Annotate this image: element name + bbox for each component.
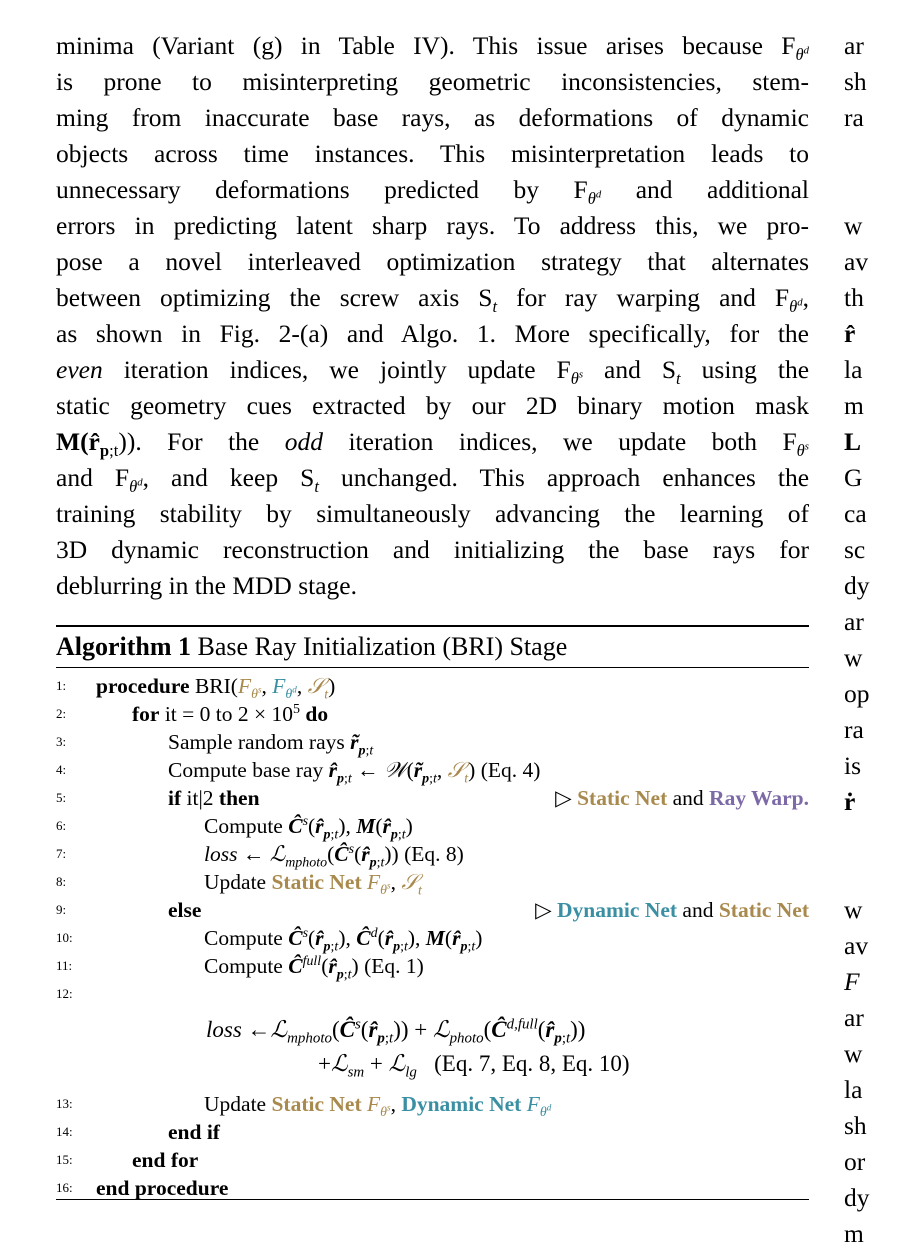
body-paragraph: [56, 28, 809, 604]
text-line-11: static geometry cues extracted by our 2D binary motion mask: [56, 391, 809, 420]
algo-line-16: [56, 1174, 809, 1202]
fragment: dy: [844, 571, 870, 600]
line-number: 4:: [56, 762, 67, 777]
algo-line-content: [168, 784, 260, 812]
algo-line-5: [56, 784, 809, 812]
comment-and: and: [682, 898, 714, 922]
comment-static-net: Static Net: [718, 898, 809, 922]
text-line-7: pose a novel interleaved optimization strategy that alternates: [56, 247, 809, 276]
fragment: m: [844, 1219, 864, 1248]
text-line-13: and $F_{\theta^d}$, and keep $S_t$ unchanged. This approach enhances the: [56, 463, 810, 497]
keyword-if: if: [168, 786, 182, 810]
fragment: is: [844, 751, 862, 780]
algorithm-body: [56, 668, 809, 1202]
fragment: r̂: [844, 319, 856, 348]
text-line-12: $M(r̂_{p;t})$). For the odd iteration indices, we update both $F_{\theta^s}$: [56, 427, 809, 461]
fragment: L: [844, 427, 862, 456]
compute-text: Compute: [204, 926, 283, 950]
algo-comment-5: [555, 784, 809, 812]
text-line-6: errors in predicting latent sharp rays. To address this, we pro-: [56, 211, 809, 240]
fragment: G: [844, 463, 863, 492]
fragment: op: [844, 679, 870, 708]
text-line-3: ming from inaccurate base rays, as deformations of dynamic: [56, 103, 809, 132]
algo-line-content: Sample random rays $r̃_{p;t}$: [168, 730, 374, 759]
algo-line-content: loss ← $ℒ_{mphoto}(Ĉ^s(r̂_{p;t}))$ (Eq. 8): [204, 841, 464, 871]
keyword-end-if: end if: [168, 1120, 220, 1144]
fragment: ṙ: [844, 787, 856, 816]
text-line-15: 3D dynamic reconstruction and initializing the base rays for: [56, 535, 809, 564]
for-range: it = 0 to 2 × 10: [164, 702, 293, 726]
algo-line-content: [168, 896, 201, 924]
fragment: m: [844, 391, 864, 420]
line-number: 16:: [56, 1180, 73, 1195]
text-line-16: deblurring in the MDD stage.: [56, 571, 357, 600]
algo-line-content: [132, 700, 328, 728]
text-line-1: minima (Variant (g) in Table IV). This issue arises because $F_{\theta^d}$: [56, 31, 809, 65]
procedure-name: BRI(: [194, 674, 238, 698]
algo-line-15: [56, 1146, 809, 1174]
fragment: F: [844, 967, 860, 996]
keyword-then: then: [218, 786, 260, 810]
algorithm-title-text: Base Ray Initialization (BRI) Stage: [197, 632, 568, 661]
fragment: [844, 820, 904, 856]
line-number: 2:: [56, 706, 67, 721]
text-line-4: objects across time instances. This misinterpretation leads to: [56, 139, 809, 168]
keyword-procedure: procedure: [96, 674, 190, 698]
comment-dynamic-net: Dynamic Net: [557, 898, 678, 922]
if-condition: it|2: [186, 786, 214, 810]
text-line-14: training stability by simultaneously advancing the learning of: [56, 499, 809, 528]
fragment: la: [844, 1075, 863, 1104]
algo-line-content: Update Static Net $F_{\theta^s}$, 𝒮$_t$: [204, 870, 422, 899]
sample-text: Sample random rays: [168, 730, 345, 754]
eq-ref: (Eq. 7, Eq. 8, Eq. 10): [434, 1051, 630, 1076]
algo-line-14: [56, 1118, 809, 1146]
line-number: 13:: [56, 1096, 73, 1111]
line-number: 10:: [56, 930, 73, 945]
fragment: av: [844, 247, 869, 276]
eq-ref: (Eq. 8): [404, 842, 464, 866]
fragment: [844, 172, 904, 208]
algo-line-10: [56, 924, 809, 955]
right-column-fragments: [844, 28, 904, 1252]
fragment: w: [844, 211, 863, 240]
fragment: ar: [844, 1003, 864, 1032]
algo-line-content: Compute base ray $r̂_{p;t}$ ← $𝒲(r̃_{p;t}$, 𝒮$_t$) (Eq. 4): [168, 758, 541, 787]
keyword-end-procedure: end procedure: [96, 1176, 229, 1200]
text-line-8: between optimizing the screw axis $S_t$ for ray warping and $F_{\theta^d}$,: [56, 283, 810, 317]
keyword-for: for: [132, 702, 160, 726]
comment-static-net: Static Net: [577, 786, 668, 810]
line-number: 15:: [56, 1152, 73, 1167]
algo-line-1: [56, 672, 809, 703]
algo-line-13: [56, 1090, 809, 1121]
algorithm-bottom-rule: [56, 1199, 809, 1200]
text-line-2: is prone to misinterpreting geometric inconsistencies, stem-: [56, 67, 809, 96]
compute-text: Compute: [204, 954, 283, 978]
algorithm-label: Algorithm 1: [56, 632, 192, 661]
eq-ref: (Eq. 4): [480, 758, 541, 782]
fragment: w: [844, 1039, 863, 1068]
triangle-icon: ▷: [555, 786, 572, 810]
algo-line-content: Compute $Ĉ^s(r̂_{p;t})$, $Ĉ^d(r̂_{p;t})$, $M(r̂_{p;t})$: [204, 925, 483, 955]
algo-line-7: [56, 840, 809, 871]
fragment: av: [844, 931, 869, 960]
fragment: [844, 856, 904, 892]
static-net-label: Static Net: [271, 870, 362, 894]
algo-line-content: procedure $BRI(F_{\theta^s}$, $F_{\theta^d}$, 𝒮$_t$): [96, 674, 336, 703]
algo-line-12: [56, 980, 809, 1081]
for-exponent: 5: [293, 701, 300, 717]
algo-line-2: [56, 700, 809, 728]
comment-ray-warp: Ray Warp.: [709, 786, 809, 810]
algorithm-title: [56, 627, 809, 667]
algo-line-6: [56, 812, 809, 843]
loss-equation-line-2: +ℒ$_{sm}$ + ℒ$_{lg}$ (Eq. 7, Eq. 8, Eq. 10): [318, 1051, 630, 1081]
dynamic-net-label: Dynamic Net: [401, 1092, 522, 1116]
line-number: 3:: [56, 734, 67, 749]
line-number: 6:: [56, 818, 67, 833]
compute-text: Compute base ray: [168, 758, 324, 782]
algo-comment-9: [535, 896, 809, 924]
static-net-label: Static Net: [271, 1092, 362, 1116]
loss-var: loss: [204, 842, 238, 866]
keyword-do: do: [305, 702, 329, 726]
algo-line-content: Compute $Ĉ^s(r̂_{p;t})$, $M(r̂_{p;t})$: [204, 813, 413, 843]
keyword-end-for: end for: [132, 1148, 199, 1172]
fragment: sh: [844, 1111, 867, 1140]
algo-line-3: [56, 728, 809, 759]
fragment: sc: [844, 535, 866, 564]
fragment: w: [844, 895, 863, 924]
line-number: 14:: [56, 1124, 73, 1139]
algo-line-8: [56, 868, 809, 899]
fragment: la: [844, 355, 863, 384]
text-line-5: unnecessary deformations predicted by $F_{\theta^d}$ and additional: [56, 175, 810, 209]
fragment: ar: [844, 31, 864, 60]
line-number: 11:: [56, 958, 73, 973]
loss-var: loss: [206, 1017, 242, 1042]
line-number: 12:: [56, 986, 73, 1001]
keyword-else: else: [168, 898, 202, 922]
loss-equation-line-1: loss $\leftarrow ℒ_{mphoto}(Ĉ^s(r̂_{p;t}))$ + $ℒ_{photo}(Ĉ^{d,full}(r̂_{p;t}))$: [206, 1016, 586, 1047]
fragment: ra: [844, 103, 864, 132]
algorithm-box: [56, 625, 809, 1202]
fragment: w: [844, 643, 863, 672]
algo-line-11: [56, 952, 809, 983]
update-text: Update: [204, 1092, 267, 1116]
fragment: or: [844, 1147, 866, 1176]
line-number: 1:: [56, 678, 67, 693]
algo-line-4: [56, 756, 809, 787]
triangle-icon: ▷: [535, 898, 552, 922]
line-number: 5:: [56, 790, 67, 805]
algo-line-content: Update Static Net $F_{\theta^s}$, Dynamic Net $F_{\theta^d}$: [204, 1092, 552, 1121]
comment-and: and: [672, 786, 704, 810]
text-line-10: even iteration indices, we jointly update $F_{\theta^s}$ and $S_t$ using the: [56, 355, 810, 389]
fragment: dy: [844, 1183, 870, 1212]
fragment: ar: [844, 607, 864, 636]
update-text: Update: [204, 870, 267, 894]
fragment: sh: [844, 67, 867, 96]
text-line-9: as shown in Fig. 2-(a) and Algo. 1. More specifically, for the: [56, 319, 809, 348]
fragment: ra: [844, 715, 864, 744]
compute-text: Compute: [204, 814, 283, 838]
fragment: th: [844, 283, 864, 312]
line-number: 9:: [56, 902, 67, 917]
fragment: ca: [844, 499, 867, 528]
fragment: [844, 136, 904, 172]
line-number: 7:: [56, 846, 67, 861]
line-number: 8:: [56, 874, 67, 889]
algo-line-9: [56, 896, 809, 924]
eq-ref: (Eq. 1): [364, 954, 424, 978]
algo-line-content: Compute $Ĉ^{full}(r̂_{p;t})$ (Eq. 1): [204, 953, 424, 983]
